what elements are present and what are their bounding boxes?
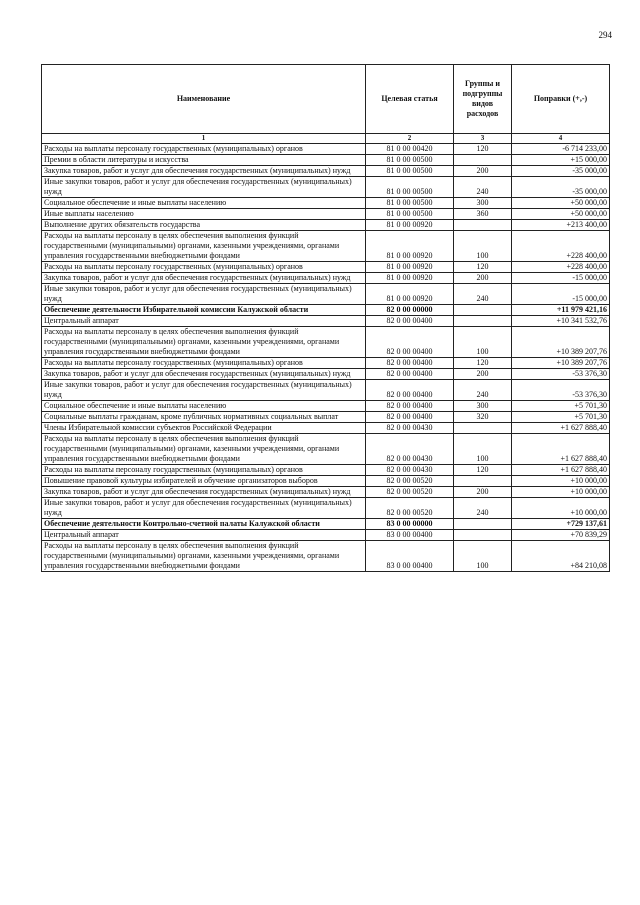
row-name: Иные закупки товаров, работ и услуг для обеспечения государственных (муниципальных) нужд <box>42 177 366 198</box>
row-name: Социальное обеспечение и иные выплаты населению <box>42 401 366 412</box>
table-row <box>42 198 610 209</box>
row-name: Закупка товаров, работ и услуг для обеспечения государственных (муниципальных) нужд <box>42 166 366 177</box>
header-target: Целевая статья <box>366 65 454 134</box>
row-amount: +1 627 888,40 <box>512 465 610 476</box>
row-amount: -15 000,00 <box>512 273 610 284</box>
row-amount: +10 000,00 <box>512 498 610 519</box>
table-row <box>42 434 610 465</box>
table-row <box>42 519 610 530</box>
row-expense-group <box>454 530 512 541</box>
column-number: 2 <box>366 134 454 144</box>
row-amount: +70 839,29 <box>512 530 610 541</box>
table-header-row <box>42 65 610 134</box>
column-number: 1 <box>42 134 366 144</box>
table-row <box>42 476 610 487</box>
row-expense-group: 320 <box>454 412 512 423</box>
row-expense-group: 240 <box>454 177 512 198</box>
table-row <box>42 358 610 369</box>
table-row <box>42 412 610 423</box>
row-target-code: 82 0 00 00400 <box>366 327 454 358</box>
row-target-code: 82 0 00 00430 <box>366 465 454 476</box>
row-amount: +10 341 532,76 <box>512 316 610 327</box>
row-name: Обеспечение деятельности Избирательной комиссии Калужской области <box>42 305 366 316</box>
table-row <box>42 166 610 177</box>
table-row <box>42 465 610 476</box>
row-name: Расходы на выплаты персоналу государственных (муниципальных) органов <box>42 358 366 369</box>
row-amount: +50 000,00 <box>512 198 610 209</box>
row-amount: +213 400,00 <box>512 220 610 231</box>
row-target-code: 82 0 00 00400 <box>366 358 454 369</box>
table-row <box>42 155 610 166</box>
row-target-code: 82 0 00 00520 <box>366 498 454 519</box>
row-expense-group: 100 <box>454 434 512 465</box>
row-target-code: 82 0 00 00400 <box>366 412 454 423</box>
row-expense-group <box>454 155 512 166</box>
row-target-code: 81 0 00 00920 <box>366 284 454 305</box>
row-target-code: 82 0 00 00430 <box>366 434 454 465</box>
row-name: Социальные выплаты гражданам, кроме публичных нормативных социальных выплат <box>42 412 366 423</box>
row-amount: +1 627 888,40 <box>512 434 610 465</box>
row-amount: +228 400,00 <box>512 231 610 262</box>
table-row <box>42 144 610 155</box>
row-expense-group: 100 <box>454 541 512 572</box>
row-amount: -53 376,30 <box>512 369 610 380</box>
column-number: 4 <box>512 134 610 144</box>
row-target-code: 82 0 00 00400 <box>366 316 454 327</box>
row-amount: +10 389 207,76 <box>512 358 610 369</box>
table-row <box>42 530 610 541</box>
row-target-code: 81 0 00 00920 <box>366 231 454 262</box>
row-expense-group <box>454 476 512 487</box>
row-name: Иные закупки товаров, работ и услуг для обеспечения государственных (муниципальных) нужд <box>42 498 366 519</box>
row-amount: +15 000,00 <box>512 155 610 166</box>
budget-amendments-table <box>41 64 610 572</box>
table-row <box>42 284 610 305</box>
row-target-code: 82 0 00 00430 <box>366 423 454 434</box>
header-amount: Поправки (+,-) <box>512 65 610 134</box>
row-amount: +729 137,61 <box>512 519 610 530</box>
row-expense-group: 240 <box>454 380 512 401</box>
row-expense-group <box>454 305 512 316</box>
row-name: Закупка товаров, работ и услуг для обеспечения государственных (муниципальных) нужд <box>42 273 366 284</box>
row-expense-group: 120 <box>454 262 512 273</box>
row-target-code: 83 0 00 00400 <box>366 541 454 572</box>
row-name: Иные выплаты населению <box>42 209 366 220</box>
row-name: Иные закупки товаров, работ и услуг для обеспечения государственных (муниципальных) нужд <box>42 380 366 401</box>
row-amount: +5 701,30 <box>512 412 610 423</box>
header-name: Наименование <box>42 65 366 134</box>
row-amount: +5 701,30 <box>512 401 610 412</box>
row-target-code: 81 0 00 00500 <box>366 209 454 220</box>
row-expense-group: 120 <box>454 465 512 476</box>
row-expense-group: 200 <box>454 166 512 177</box>
row-target-code: 81 0 00 00920 <box>366 262 454 273</box>
table-row <box>42 327 610 358</box>
table-row <box>42 316 610 327</box>
row-target-code: 82 0 00 00520 <box>366 476 454 487</box>
row-target-code: 81 0 00 00920 <box>366 220 454 231</box>
row-name: Расходы на выплаты персоналу в целях обеспечения выполнения функций государственными (муниципальными) органами, казенными учреждениями, органами управления государственными внебюджетными фондами <box>42 327 366 358</box>
row-target-code: 81 0 00 00500 <box>366 198 454 209</box>
row-expense-group <box>454 220 512 231</box>
column-number-row <box>42 134 610 144</box>
row-amount: +84 210,08 <box>512 541 610 572</box>
row-amount: -6 714 233,00 <box>512 144 610 155</box>
row-target-code: 81 0 00 00420 <box>366 144 454 155</box>
row-name: Центральный аппарат <box>42 530 366 541</box>
row-expense-group: 240 <box>454 284 512 305</box>
row-expense-group: 360 <box>454 209 512 220</box>
table-body <box>42 144 610 572</box>
table-row <box>42 380 610 401</box>
row-amount: +10 000,00 <box>512 476 610 487</box>
row-name: Социальное обеспечение и иные выплаты населению <box>42 198 366 209</box>
row-expense-group: 100 <box>454 231 512 262</box>
row-expense-group: 120 <box>454 358 512 369</box>
column-number: 3 <box>454 134 512 144</box>
page-number: 294 <box>598 30 612 40</box>
row-name: Повышение правовой культуры избирателей и обучение организаторов выборов <box>42 476 366 487</box>
row-target-code: 83 0 00 00400 <box>366 530 454 541</box>
table-row <box>42 209 610 220</box>
row-amount: -15 000,00 <box>512 284 610 305</box>
table-row <box>42 487 610 498</box>
table-row <box>42 423 610 434</box>
row-amount: +11 979 421,16 <box>512 305 610 316</box>
row-expense-group: 200 <box>454 273 512 284</box>
row-expense-group: 200 <box>454 369 512 380</box>
row-name: Члены Избирательной комиссии субъектов Российской Федерации <box>42 423 366 434</box>
row-target-code: 81 0 00 00500 <box>366 177 454 198</box>
row-name: Расходы на выплаты персоналу государственных (муниципальных) органов <box>42 465 366 476</box>
row-expense-group: 120 <box>454 144 512 155</box>
row-amount: +50 000,00 <box>512 209 610 220</box>
row-amount: +228 400,00 <box>512 262 610 273</box>
row-target-code: 82 0 00 00000 <box>366 305 454 316</box>
row-amount: +1 627 888,40 <box>512 423 610 434</box>
row-name: Иные закупки товаров, работ и услуг для обеспечения государственных (муниципальных) нужд <box>42 284 366 305</box>
row-expense-group: 300 <box>454 198 512 209</box>
row-name: Выполнение других обязательств государства <box>42 220 366 231</box>
row-name: Расходы на выплаты персоналу в целях обеспечения выполнения функций государственными (муниципальными) органами, казенными учреждениями, органами управления государственными внебюджетными фондами <box>42 231 366 262</box>
row-amount: -35 000,00 <box>512 166 610 177</box>
table-row <box>42 231 610 262</box>
table-row <box>42 498 610 519</box>
row-target-code: 82 0 00 00400 <box>366 401 454 412</box>
table-row <box>42 369 610 380</box>
row-target-code: 81 0 00 00920 <box>366 273 454 284</box>
table-row <box>42 273 610 284</box>
row-name: Расходы на выплаты персоналу в целях обеспечения выполнения функций государственными (муниципальными) органами, казенными учреждениями, органами управления государственными внебюджетными фондами <box>42 541 366 572</box>
row-expense-group: 240 <box>454 498 512 519</box>
row-name: Закупка товаров, работ и услуг для обеспечения государственных (муниципальных) нужд <box>42 369 366 380</box>
row-amount: +10 389 207,76 <box>512 327 610 358</box>
row-target-code: 82 0 00 00520 <box>366 487 454 498</box>
row-amount: -53 376,30 <box>512 380 610 401</box>
row-amount: +10 000,00 <box>512 487 610 498</box>
row-name: Закупка товаров, работ и услуг для обеспечения государственных (муниципальных) нужд <box>42 487 366 498</box>
table-row <box>42 401 610 412</box>
row-target-code: 81 0 00 00500 <box>366 166 454 177</box>
table-row <box>42 305 610 316</box>
table-row <box>42 541 610 572</box>
row-name: Премии в области литературы и искусства <box>42 155 366 166</box>
table-row <box>42 177 610 198</box>
row-name: Расходы на выплаты персоналу государственных (муниципальных) органов <box>42 262 366 273</box>
row-expense-group <box>454 316 512 327</box>
row-expense-group <box>454 519 512 530</box>
header-group: Группы и подгруппы видов расходов <box>454 65 512 134</box>
table-row <box>42 220 610 231</box>
row-amount: -35 000,00 <box>512 177 610 198</box>
row-expense-group: 100 <box>454 327 512 358</box>
row-target-code: 82 0 00 00400 <box>366 369 454 380</box>
row-target-code: 83 0 00 00000 <box>366 519 454 530</box>
row-name: Расходы на выплаты персоналу в целях обеспечения выполнения функций государственными (муниципальными) органами, казенными учреждениями, органами управления государственными внебюджетными фондами <box>42 434 366 465</box>
row-target-code: 81 0 00 00500 <box>366 155 454 166</box>
table-row <box>42 262 610 273</box>
row-name: Расходы на выплаты персоналу государственных (муниципальных) органов <box>42 144 366 155</box>
row-expense-group: 200 <box>454 487 512 498</box>
row-target-code: 82 0 00 00400 <box>366 380 454 401</box>
row-expense-group <box>454 423 512 434</box>
row-expense-group: 300 <box>454 401 512 412</box>
row-name: Центральный аппарат <box>42 316 366 327</box>
row-name: Обеспечение деятельности Контрольно-счетной палаты Калужской области <box>42 519 366 530</box>
